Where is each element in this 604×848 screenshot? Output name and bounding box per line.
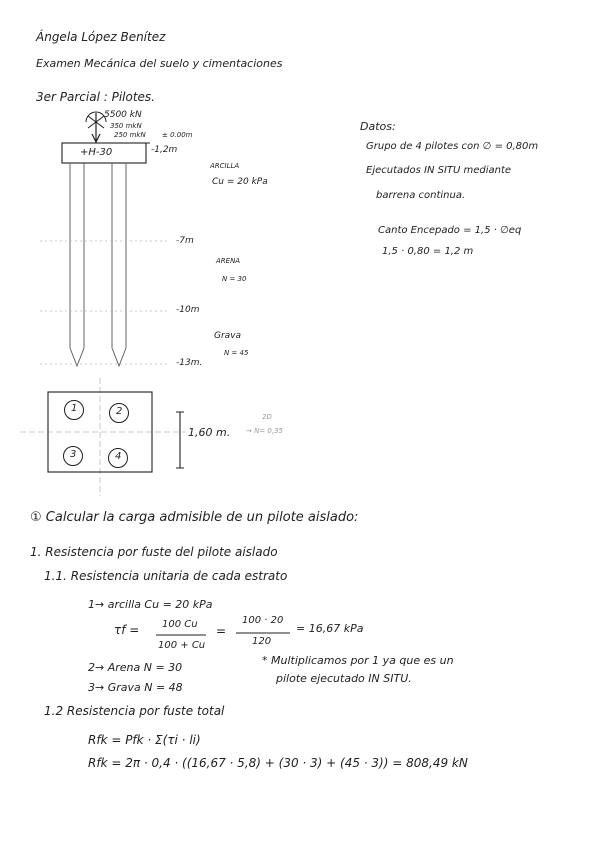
- faint-note: 2D: [262, 413, 272, 421]
- formula-general: Rfk = Pfk · Σ(τi · li): [88, 733, 201, 747]
- data-line: Grupo de 4 pilotes con ∅ = 0,80m: [366, 141, 539, 152]
- pile-number-1: 1: [71, 403, 78, 414]
- depth-13m: -13m.: [176, 358, 203, 368]
- equals-sign: =: [216, 624, 227, 638]
- sand-line: 2→ Arena N = 30: [88, 661, 183, 674]
- pile-right-tip: [112, 348, 126, 366]
- ground-level-label: ± 0.00m: [162, 131, 193, 139]
- pile-number-3: 3: [70, 449, 77, 460]
- gravel-n: N = 45: [224, 349, 249, 357]
- pile-number-2: 2: [116, 406, 123, 417]
- subsection-1: 1. Resistencia por fuste del pilote aislado: [30, 545, 278, 559]
- data-line: Ejecutados IN SITU mediante: [366, 165, 512, 176]
- pile-cap-label: +H-30: [80, 147, 113, 158]
- subsection-1-1: 1.1. Resistencia unitaria de cada estrato: [44, 569, 288, 583]
- sand-name: ARENA: [216, 257, 241, 265]
- pile-number-4: 4: [115, 451, 122, 462]
- fraction-1-numerator: 100 Cu: [162, 619, 198, 630]
- depth-10m: -10m: [176, 305, 200, 315]
- faint-note: → N= 0,35: [246, 427, 284, 435]
- gravel-name: Grava: [214, 331, 242, 341]
- cap-depth-label: -1,2m: [151, 145, 178, 155]
- fraction-2-denominator: 120: [252, 636, 272, 647]
- partial-title: 3er Parcial : Pilotes.: [36, 90, 155, 104]
- tau-f-label: τf =: [114, 623, 140, 637]
- depth-7m: -7m: [176, 236, 194, 246]
- formula-evaluated: Rfk = 2π · 0,4 · ((16,67 · 5,8) + (30 · 3) + (45 · 3)) = 808,49 kN: [88, 756, 468, 770]
- moment-1: 350 mkN: [110, 122, 142, 130]
- subsection-1-2: 1.2 Resistencia por fuste total: [44, 704, 225, 718]
- data-title: Datos:: [360, 120, 396, 133]
- note-line-2: pilote ejecutado IN SITU.: [276, 672, 412, 685]
- data-line: barrena continua.: [376, 190, 466, 201]
- data-line: Canto Encepado = 1,5 · ∅eq: [378, 225, 522, 236]
- plan-width: 1,60 m.: [188, 426, 231, 439]
- fraction-1-denominator: 100 + Cu: [158, 640, 206, 651]
- tau-f-result: = 16,67 kPa: [296, 622, 364, 635]
- data-line: 1,5 · 0,80 = 1,2 m: [382, 246, 474, 257]
- clay-name: ARCILLA: [210, 162, 240, 170]
- author-name: Ángela López Benítez: [36, 30, 166, 44]
- pile-left-tip: [70, 348, 84, 366]
- course-title: Examen Mecánica del suelo y cimentaciones: [36, 57, 283, 70]
- fraction-2-numerator: 100 · 20: [242, 615, 284, 626]
- gravel-line: 3→ Grava N = 48: [88, 681, 183, 694]
- section-heading: ① Calcular la carga admisible de un pilote aislado:: [30, 510, 359, 525]
- moment-2: 250 mkN: [114, 131, 146, 139]
- sand-n: N = 30: [222, 275, 247, 283]
- clay-cu: Cu = 20 kPa: [212, 177, 268, 187]
- load-vertical: 5500 kN: [104, 110, 142, 120]
- note-line-1: * Multiplicamos por 1 ya que es un: [262, 654, 454, 667]
- clay-line: 1→ arcilla Cu = 20 kPa: [88, 598, 213, 611]
